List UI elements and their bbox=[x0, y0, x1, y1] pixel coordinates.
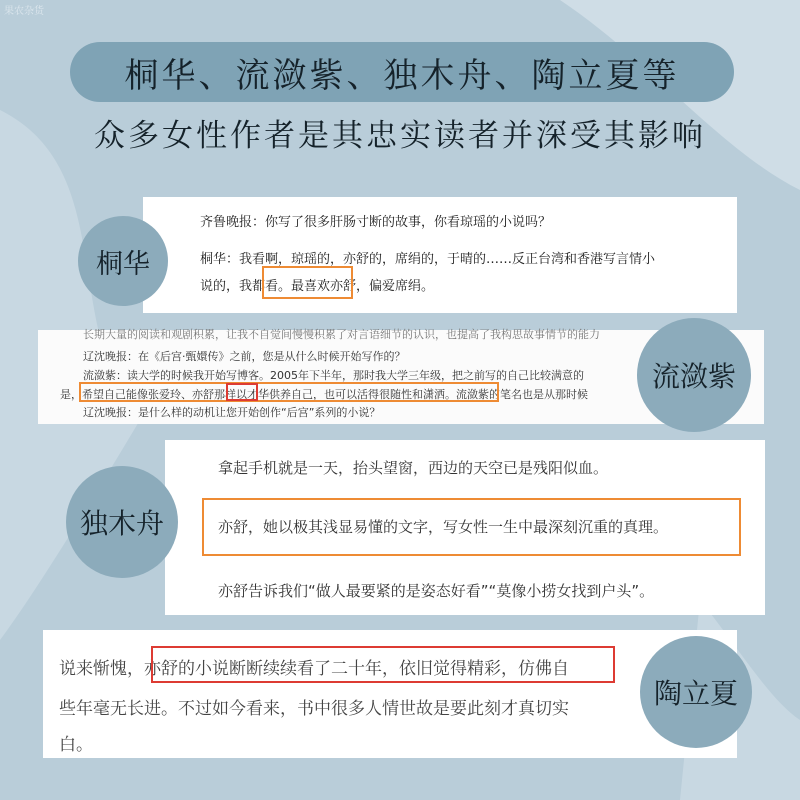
quote-panel-dumuzhou bbox=[165, 440, 765, 615]
highlighted-quote: 最喜欢亦舒 bbox=[291, 279, 357, 294]
quote-line bbox=[200, 275, 434, 294]
quote-line: 辽沈晚报：是什么样的动机让您开始创作“后宫”系列的小说？ bbox=[83, 406, 381, 419]
author-badge-tonghua: 桐华 bbox=[78, 216, 168, 306]
quote-text: 是， bbox=[60, 388, 82, 401]
quote-panel-tonghua bbox=[143, 197, 737, 313]
author-badge-dumuzhou: 独木舟 bbox=[66, 466, 178, 578]
quote-line bbox=[60, 386, 588, 402]
quote-line: 白。 bbox=[59, 735, 93, 755]
quote-line: 亦舒告诉我们“做人最要紧的是姿态好看”“莫像小捞女找到户头”。 bbox=[218, 582, 655, 600]
quote-text: 流潋紫的笔名也是从那时候 bbox=[456, 388, 588, 401]
highlighted-quote: 亦舒，她以极其浅显易懂的文字，写女性一生中最深刻沉重的真理。 bbox=[218, 518, 669, 536]
quote-line: 桐华：我看啊，琼瑶的，亦舒的，席绢的，于晴的……反正台湾和香港写言情小 bbox=[200, 252, 656, 267]
quote-text: 仿佛自 bbox=[518, 659, 569, 679]
quote-panel-taolixia bbox=[43, 630, 737, 758]
author-badge-liulianzi: 流潋紫 bbox=[637, 318, 751, 432]
quote-line: 辽沈晚报：在《后宫·甄嬛传》之前，您是从什么时候开始写作的？ bbox=[83, 350, 406, 363]
highlighted-quote: 亦舒的小说断断续续看了二十年，依旧觉得精彩， bbox=[144, 659, 518, 679]
watermark: 果农杂货 bbox=[4, 6, 44, 17]
quote-line: 拿起手机就是一天，抬头望窗，西边的天空已是残阳似血。 bbox=[218, 459, 609, 477]
title-banner bbox=[70, 42, 734, 102]
quote-text: ，偏爱席绢。 bbox=[356, 279, 435, 294]
quote-line bbox=[59, 654, 569, 679]
highlighted-quote: 希望自己能像张爱玲、亦舒那样以才华供养自己，也可以活得很随性和潇洒。 bbox=[82, 388, 456, 401]
page-subtitle: 众多女性作者是其忠实读者并深受其影响 bbox=[94, 118, 706, 154]
quote-text: 说来惭愧， bbox=[59, 659, 144, 679]
quote-text: 说的，我都看。 bbox=[200, 279, 292, 294]
author-badge-taolixia: 陶立夏 bbox=[640, 636, 752, 748]
quote-line: 流潋紫：读大学的时候我开始写博客。2005年下半年，那时我大学三年级，把之前写的自己比较满意的 bbox=[83, 369, 584, 382]
quote-line: 些年毫无长进。不过如今看来，书中很多人情世故是要此刻才真切实 bbox=[59, 699, 569, 719]
page-title: 桐华、流潋紫、独木舟、陶立夏等 bbox=[124, 55, 680, 96]
quote-line: 长期大量的阅读和观剧积累，让我不自觉间慢慢积累了对言语细节的认识，也提高了我构思故事情节的能力 bbox=[83, 328, 600, 341]
quote-line: 齐鲁晚报：你写了很多肝肠寸断的故事，你看琼瑶的小说吗？ bbox=[200, 215, 552, 230]
